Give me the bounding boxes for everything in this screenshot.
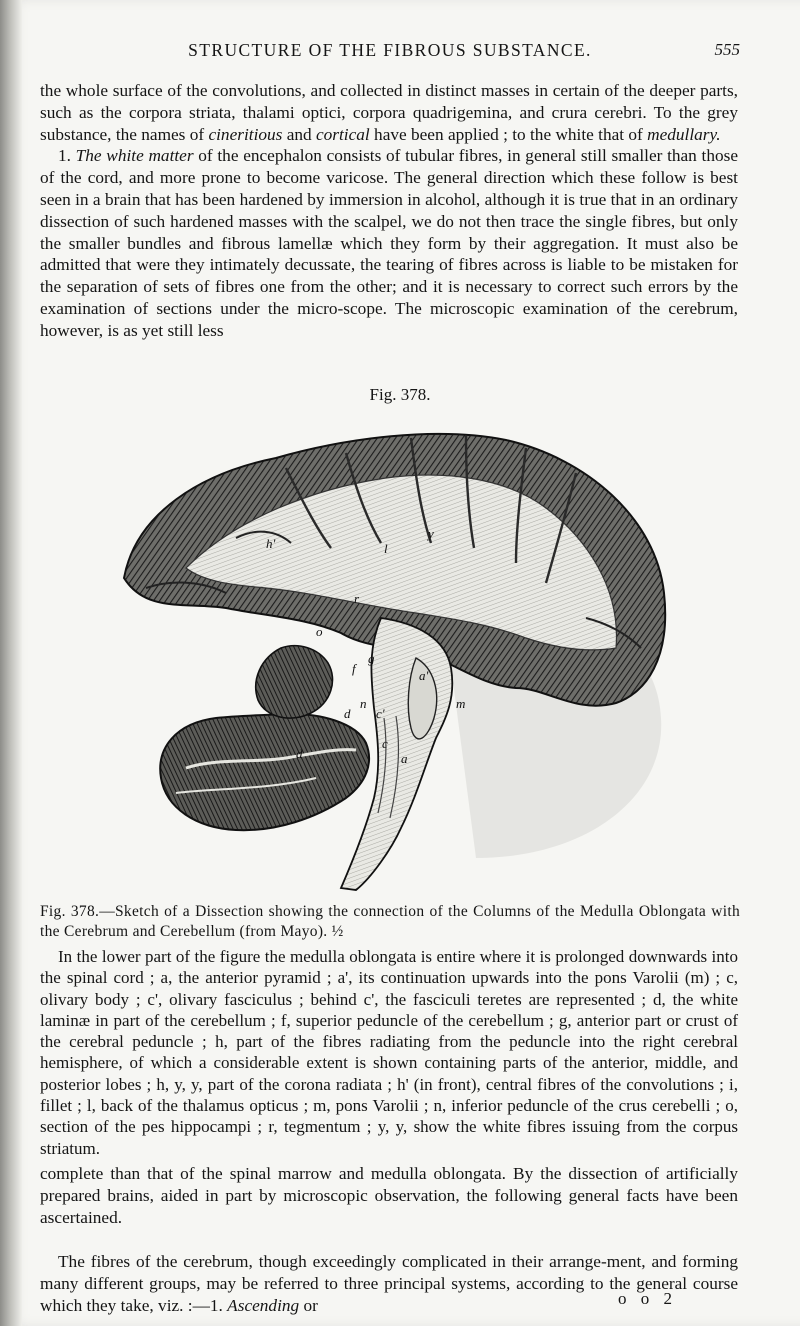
text-run: The fibres of the cerebrum, though exceedingly complicated in their arrange-ment, and forming many different groups, may be referred to three principal systems, according to the general course which they take, viz. :—1.: [40, 1252, 738, 1315]
text-run: the whole surface of the convolutions, and collected in distinct masses in certain of the deeper parts, such as the corpora striata, thalami optici, corpora quadrigemina, and crura cerebri. To the grey substance, the names of: [40, 81, 738, 144]
figure-letter-l: l: [384, 541, 388, 556]
figure-letter-d-cerebellum: d: [296, 746, 303, 761]
figure-letter-n: n: [360, 696, 367, 711]
figure-letter-f: f: [352, 661, 356, 676]
scale-fraction: ½: [331, 923, 344, 940]
paragraph-white-matter: [40, 145, 738, 341]
text-run: have been applied ; to the white that of: [369, 124, 648, 144]
brain-dissection-illustration: [116, 418, 676, 893]
signature-mark: o o 2: [618, 1289, 677, 1308]
italic-term: The white matter: [75, 146, 194, 166]
figure-letter-r: r: [354, 591, 360, 606]
figure-letter-c-prime: c': [376, 706, 385, 721]
figure-letter-c: c: [382, 736, 388, 751]
caption-text: Fig. 378.—Sketch of a Dissection showing the connection of the Columns of the Medulla Oblongata with the Cerebrum and Cerebellum (from Mayo).: [40, 903, 740, 940]
figure-letter-h-prime: h': [266, 536, 276, 551]
figure-letter-o: o: [316, 624, 323, 639]
italic-term: Ascending: [227, 1295, 300, 1315]
text-run: or: [299, 1295, 318, 1315]
page-gutter-shadow: [0, 0, 22, 1326]
text-block-top: [40, 80, 738, 342]
figure-letter-a: a: [401, 751, 408, 766]
figure-letter-g: g: [368, 651, 375, 666]
text-block-continuation: [40, 1163, 738, 1228]
paragraph-continuation: complete than that of the spinal marrow and medulla oblongata. By the dissection of artificially prepared brains, aided in part by microscopic observation, the following general facts have been ascertained.: [40, 1164, 738, 1227]
paragraph-convolutions: [40, 80, 738, 145]
italic-term: cineritious: [208, 124, 283, 144]
italic-term: cortical: [315, 124, 370, 144]
figure-label: Fig. 378.: [369, 385, 431, 404]
page-number: 555: [714, 40, 740, 59]
text-run: and: [282, 124, 316, 144]
running-head: [40, 40, 740, 66]
figure-letter-d: d: [344, 706, 351, 721]
figure-letter-m: m: [456, 696, 466, 711]
paragraph-legend: In the lower part of the figure the medulla oblongata is entire where it is prolonged downwards into the spinal cord ; a, the anterior pyramid ; a', its continuation upwards into the pons Varolii (m) ; c, olivary body ; c', olivary fasciculus ; behind c', the fasciculi teretes are represented ; d, the white laminæ in part of the cerebellum ; f, superior peduncle of the cerebellum ; g, anterior part or crust of the cerebral peduncle ; h, part of the fibres radiating from the peduncle into the right cerebral hemisphere, of which a considerable extent is shown containing parts of the anterior, middle, and posterior lobes ; h, y, y, part of the corona radiata ; h' (in front), central fibres of the convolutions ; i, fillet ; l, back of the thalamus opticus ; m, pons Varolii ; n, inferior peduncle of the crus cerebelli ; o, section of the pes hippocampi ; r, tegmentum ; y, y, show the white fibres issuing from the corpus striatum.: [40, 947, 738, 1158]
running-title: STRUCTURE OF THE FIBROUS SUBSTANCE.: [188, 40, 592, 60]
figure-legend-text: [40, 946, 738, 1159]
figure-letter-a-prime: a': [419, 668, 429, 683]
figure-letter-y: y: [428, 526, 434, 541]
cerebellum: [160, 646, 369, 830]
figure-caption: [40, 902, 740, 942]
italic-term: medullary.: [647, 124, 721, 144]
text-run: 1.: [58, 146, 76, 166]
text-run: of the encephalon consists of tubular fibres, in general still smaller than those of the cord, and more prone to become varicose. The general direction which these follow is best seen in a brain that has been hardened by immersion in alcohol, although it is true that in an ordinary dissection of such hardened masses with the scalpel, we do not then trace the single fibres, but only the smaller bundles and fibrous lamellæ which they form by their aggregation. It must also be admitted that were they intimately decussate, the tearing of fibres across is liable to be mistaken for the separation of sets of fibres one from the other; and it is necessary to correct such errors by the examination of sections under the micro-scope. The microscopic examination of the cerebrum, however, is as yet still less: [40, 146, 739, 340]
